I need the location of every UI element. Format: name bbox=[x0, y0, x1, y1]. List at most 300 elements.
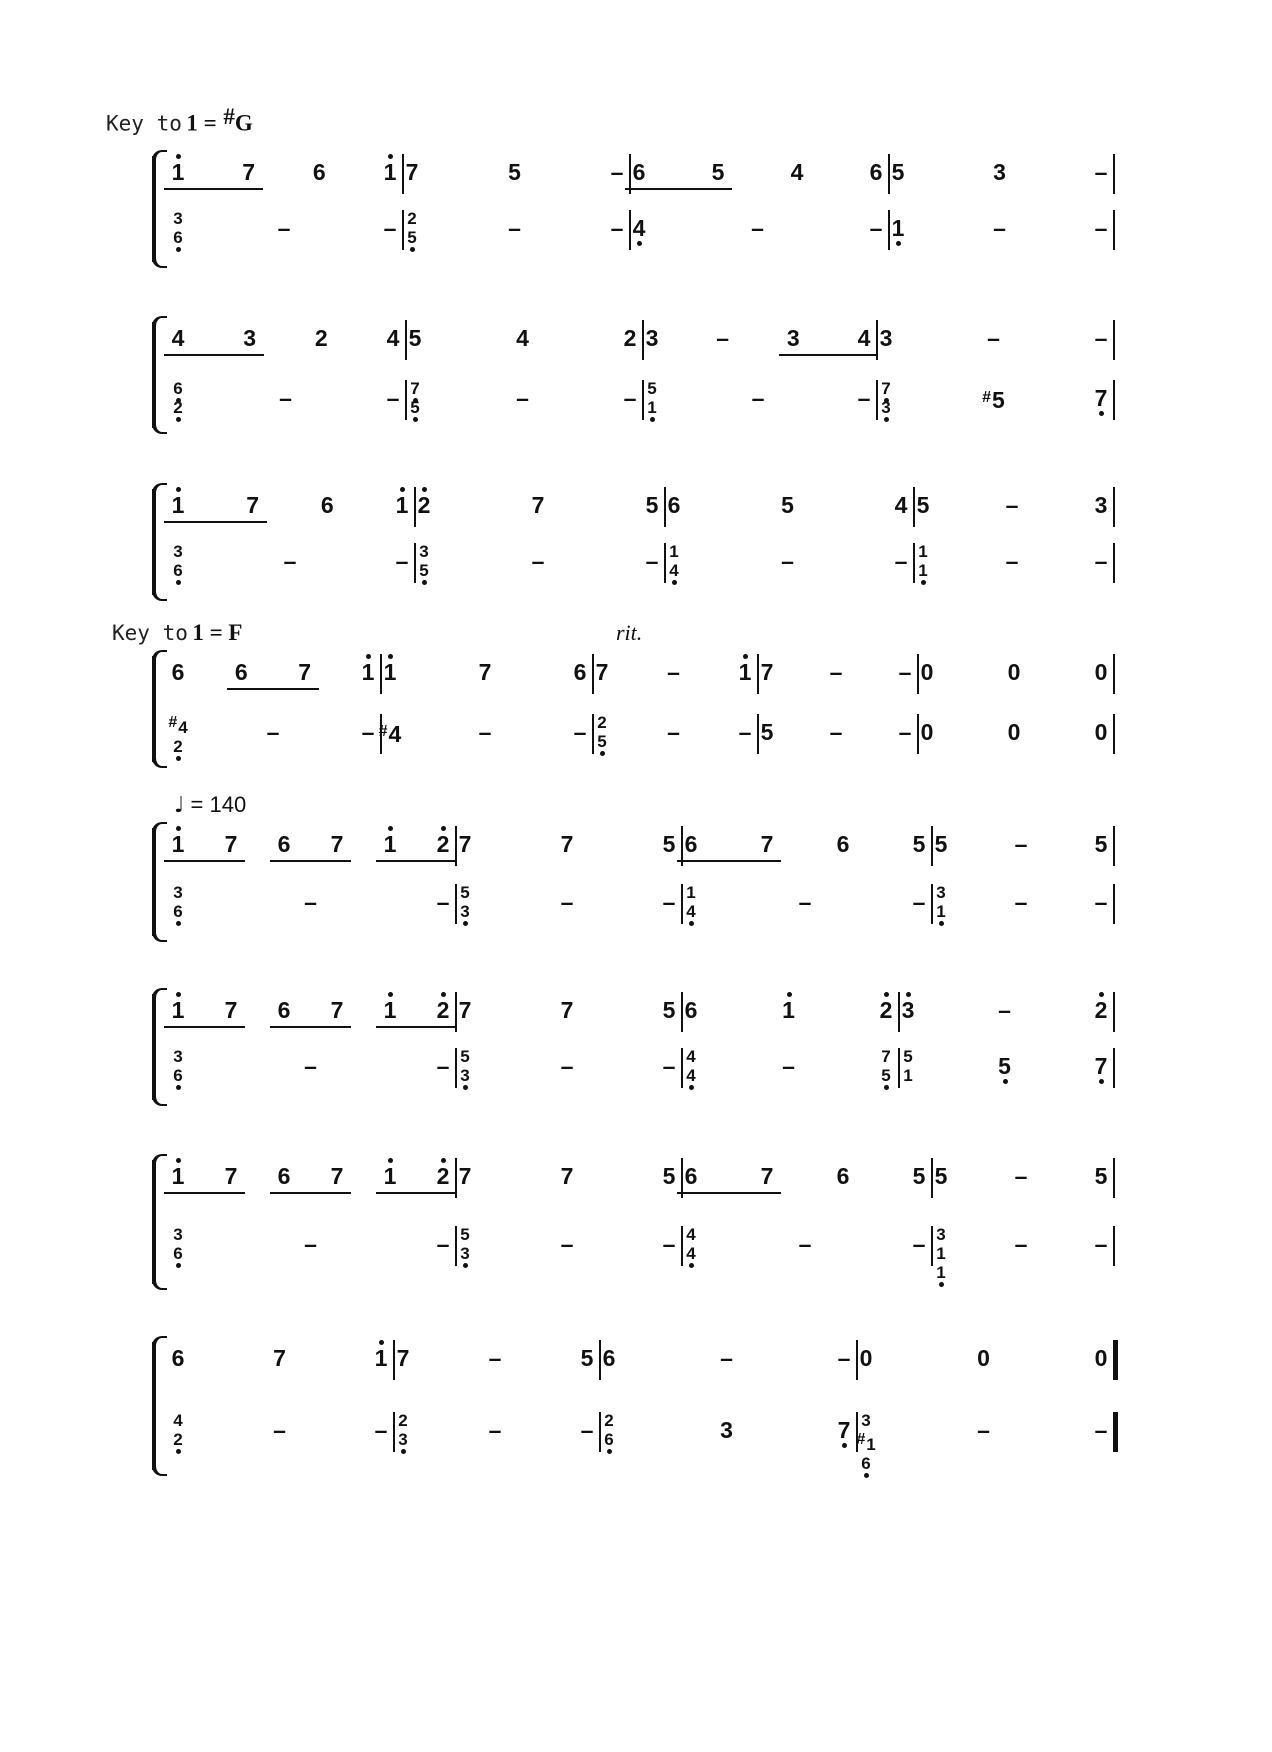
sustain-dash: – bbox=[751, 215, 764, 241]
beam-underline bbox=[164, 188, 263, 190]
chord-note bbox=[674, 1244, 708, 1263]
note bbox=[701, 159, 735, 185]
note-digit: 6 bbox=[171, 1345, 185, 1371]
melody-row bbox=[150, 652, 1135, 696]
note bbox=[585, 659, 619, 685]
note bbox=[506, 325, 540, 351]
chord-note bbox=[635, 398, 669, 417]
note-digit: 6 bbox=[277, 997, 291, 1023]
chord-note bbox=[849, 1430, 883, 1454]
note bbox=[550, 1231, 584, 1257]
note-digit: 7 bbox=[531, 492, 545, 518]
note bbox=[550, 889, 584, 915]
note bbox=[161, 325, 195, 351]
note-digit: 7 bbox=[881, 1047, 891, 1066]
note bbox=[550, 831, 584, 857]
note bbox=[468, 719, 502, 745]
note-digit: 1 bbox=[918, 561, 928, 580]
sustain-dash: – bbox=[912, 1231, 926, 1257]
bracket-bottom bbox=[152, 257, 167, 268]
note bbox=[788, 889, 822, 915]
note bbox=[983, 215, 1017, 241]
note-digit: 2 bbox=[173, 737, 183, 756]
chord-note bbox=[161, 561, 195, 580]
note bbox=[977, 325, 1011, 351]
sustain-dash: – bbox=[998, 997, 1011, 1023]
chord-note bbox=[161, 737, 195, 756]
note-digit: 5 bbox=[934, 1163, 948, 1189]
octave-down-dot bbox=[607, 1449, 612, 1454]
bracket-bottom bbox=[152, 1279, 167, 1290]
sustain-dash: – bbox=[374, 1417, 388, 1443]
note-digit: 7 bbox=[458, 1163, 472, 1189]
note bbox=[1084, 1417, 1118, 1443]
note-digit: 1 bbox=[383, 659, 397, 685]
chord-stack bbox=[585, 713, 619, 751]
bracket-bottom bbox=[152, 1465, 167, 1476]
note bbox=[780, 159, 814, 185]
watermark bbox=[1228, 1728, 1232, 1738]
note bbox=[320, 831, 354, 857]
note bbox=[269, 385, 303, 411]
note-digit: 3 bbox=[460, 1066, 470, 1085]
sustain-dash: – bbox=[898, 719, 912, 745]
sustain-dash: – bbox=[560, 1231, 574, 1257]
note-digit: 7 bbox=[396, 1345, 410, 1371]
chord-stack bbox=[407, 542, 441, 580]
chord-note bbox=[906, 542, 940, 561]
sustain-dash: – bbox=[488, 1345, 502, 1371]
note-digit: 7 bbox=[242, 159, 256, 185]
chord-note bbox=[161, 902, 195, 921]
note-digit: 7 bbox=[478, 659, 492, 685]
note-digit: 1 bbox=[171, 997, 185, 1023]
sustain-dash: – bbox=[751, 385, 765, 411]
octave-up-dot bbox=[743, 654, 748, 659]
note-digit: 6 bbox=[604, 1430, 614, 1449]
note-digit: 3 bbox=[1094, 492, 1108, 518]
note-digit: 7 bbox=[410, 379, 420, 398]
note-digit: 4 bbox=[686, 1225, 696, 1244]
octave-up-dot bbox=[422, 487, 427, 492]
octave-up-dot bbox=[388, 826, 393, 831]
chord-note bbox=[674, 883, 708, 902]
note-digit: 1 bbox=[171, 831, 185, 857]
note bbox=[310, 492, 344, 518]
key-value: 1 = bbox=[186, 110, 223, 136]
sustain-dash: – bbox=[898, 659, 912, 685]
note bbox=[1084, 492, 1118, 518]
chord-note bbox=[407, 542, 441, 561]
key-signature-f bbox=[112, 620, 242, 646]
note bbox=[214, 831, 248, 857]
note-digit: 5 bbox=[881, 1066, 891, 1085]
note-digit: 3 bbox=[645, 325, 659, 351]
note bbox=[997, 719, 1031, 745]
note-digit: 3 bbox=[993, 159, 1006, 185]
sharp-sign: # bbox=[856, 1431, 866, 1448]
chord-note bbox=[849, 1411, 883, 1430]
octave-down-dot bbox=[689, 1085, 694, 1090]
octave-up-dot bbox=[366, 654, 371, 659]
note-digit: 1 bbox=[383, 997, 397, 1023]
beam-underline bbox=[677, 1192, 781, 1194]
rest: 0 bbox=[1007, 659, 1021, 685]
note-digit: 6 bbox=[836, 1163, 850, 1189]
beam-underline bbox=[376, 1192, 457, 1194]
note bbox=[741, 385, 775, 411]
note-digit: 1 bbox=[686, 883, 696, 902]
octave-up-dot bbox=[400, 487, 405, 492]
note-digit: 5 bbox=[645, 492, 659, 518]
note bbox=[657, 492, 691, 518]
note bbox=[657, 659, 691, 685]
note-digit: 4 bbox=[894, 492, 908, 518]
chord-note bbox=[448, 1066, 482, 1085]
note bbox=[710, 1417, 744, 1443]
sustain-dash: – bbox=[720, 1345, 733, 1371]
note-digit: 3 bbox=[173, 1047, 183, 1066]
accompaniment-row bbox=[150, 882, 1135, 926]
note-digit: 7 bbox=[330, 1163, 344, 1189]
sustain-dash: – bbox=[738, 719, 752, 745]
sharp-sign: # bbox=[168, 714, 178, 731]
sustain-dash: – bbox=[1094, 325, 1108, 351]
note-digit: 6 bbox=[173, 902, 183, 921]
note bbox=[710, 1345, 744, 1371]
note-digit: 1 bbox=[171, 492, 185, 518]
octave-down-dot bbox=[463, 1263, 468, 1268]
chord-stack bbox=[395, 209, 429, 247]
note bbox=[1084, 1053, 1118, 1079]
melody-row bbox=[150, 824, 1135, 868]
octave-up-dot bbox=[176, 826, 181, 831]
note bbox=[320, 1163, 354, 1189]
note bbox=[771, 492, 805, 518]
note-digit: 7 bbox=[246, 492, 260, 518]
rest: 0 bbox=[1094, 719, 1108, 745]
note-digit: 1 bbox=[936, 902, 946, 921]
chord-stack bbox=[674, 883, 708, 921]
beam-underline bbox=[164, 521, 267, 523]
beam-underline bbox=[376, 1026, 457, 1028]
note-digit: 2 bbox=[314, 325, 328, 351]
note-digit: 2 bbox=[1094, 997, 1108, 1023]
sustain-dash: – bbox=[662, 889, 676, 915]
note-digit: 7 bbox=[224, 1163, 238, 1189]
sustain-dash: – bbox=[1094, 1417, 1108, 1443]
sustain-dash: – bbox=[436, 889, 450, 915]
chord-stack bbox=[674, 1225, 708, 1263]
note-digit: 3 bbox=[173, 209, 183, 228]
note-digit: 2 bbox=[173, 398, 183, 417]
chord-stack bbox=[161, 713, 195, 756]
note bbox=[161, 1163, 195, 1189]
note-digit: 5 bbox=[508, 159, 521, 185]
sustain-dash: – bbox=[560, 1053, 574, 1079]
octave-up-dot bbox=[441, 992, 446, 997]
note bbox=[1084, 325, 1118, 351]
chord-note bbox=[161, 713, 195, 737]
note-digit: 1 bbox=[383, 159, 397, 185]
note-digit: 2 bbox=[597, 713, 607, 732]
chord-stack bbox=[906, 542, 940, 580]
melody-row bbox=[150, 152, 1135, 196]
chord-note bbox=[585, 732, 619, 751]
note-digit: 5 bbox=[912, 1163, 926, 1189]
chord-note bbox=[891, 1066, 925, 1085]
note-digit: 6 bbox=[277, 1163, 291, 1189]
chord-note bbox=[674, 1066, 708, 1085]
note-digit: 7 bbox=[760, 1163, 774, 1189]
octave-down-dot bbox=[176, 417, 181, 422]
note-digit: 7 bbox=[760, 831, 774, 857]
note bbox=[373, 659, 407, 685]
note-digit: 3 bbox=[243, 325, 257, 351]
note-digit: 3 bbox=[398, 1430, 408, 1449]
bracket-bottom bbox=[152, 590, 167, 601]
note bbox=[1084, 1163, 1118, 1189]
chord-note bbox=[635, 379, 669, 398]
chord-stack bbox=[849, 1411, 883, 1473]
note bbox=[826, 1163, 860, 1189]
chord-note bbox=[161, 209, 195, 228]
note-digit: 6 bbox=[173, 1244, 183, 1263]
note-digit: 6 bbox=[667, 492, 681, 518]
octave-down-dot bbox=[413, 417, 418, 422]
note bbox=[232, 159, 266, 185]
sustain-dash: – bbox=[829, 719, 843, 745]
sustain-dash: – bbox=[623, 385, 637, 411]
melody-row bbox=[150, 1338, 1135, 1382]
sustain-dash: – bbox=[667, 659, 680, 685]
note bbox=[674, 1163, 708, 1189]
chord-stack bbox=[161, 883, 195, 921]
note-digit: 4 bbox=[173, 1411, 183, 1430]
octave-down-dot bbox=[1099, 1079, 1104, 1084]
note-digit: 6 bbox=[312, 159, 326, 185]
octave-down-dot bbox=[463, 1085, 468, 1090]
note-digit: 7 bbox=[560, 997, 574, 1023]
sustain-dash: – bbox=[516, 385, 529, 411]
note-digit: 1 bbox=[383, 831, 397, 857]
note-digit: 1 bbox=[669, 542, 679, 561]
note bbox=[506, 385, 540, 411]
note bbox=[161, 1345, 195, 1371]
note-digit: 5 bbox=[407, 228, 417, 247]
sustain-dash: – bbox=[361, 719, 375, 745]
note bbox=[1004, 889, 1038, 915]
sustain-dash: – bbox=[1014, 1163, 1028, 1189]
note bbox=[373, 997, 407, 1023]
note bbox=[657, 719, 691, 745]
note bbox=[233, 325, 267, 351]
note bbox=[869, 325, 903, 351]
note bbox=[750, 1163, 784, 1189]
sustain-dash: – bbox=[531, 548, 545, 574]
chord-note bbox=[448, 883, 482, 902]
note-digit: 5 bbox=[934, 831, 948, 857]
sustain-dash: – bbox=[304, 1231, 317, 1257]
note bbox=[468, 659, 502, 685]
rest: 0 bbox=[1094, 1345, 1108, 1371]
chord-note bbox=[869, 379, 903, 398]
note bbox=[674, 997, 708, 1023]
note-digit: 3 bbox=[419, 542, 429, 561]
note-digit: 5 bbox=[781, 492, 794, 518]
note bbox=[881, 215, 915, 241]
bracket-bottom bbox=[152, 1095, 167, 1106]
sustain-dash: – bbox=[1005, 492, 1019, 518]
note-digit: 4 bbox=[171, 325, 185, 351]
note bbox=[448, 831, 482, 857]
octave-down-dot bbox=[689, 921, 694, 926]
chord-stack bbox=[161, 1047, 195, 1085]
note-digit: 2 bbox=[436, 997, 450, 1023]
bracket-bottom bbox=[152, 423, 167, 434]
octave-up-dot bbox=[1099, 992, 1104, 997]
sustain-dash: – bbox=[610, 159, 624, 185]
note-digit: 1 bbox=[936, 1244, 946, 1263]
note-digit: 6 bbox=[171, 659, 185, 685]
note-digit: 7 bbox=[224, 997, 238, 1023]
note bbox=[1004, 1163, 1038, 1189]
sustain-dash: – bbox=[277, 215, 291, 241]
note-digit: 3 bbox=[881, 398, 891, 417]
note-digit: 1 bbox=[738, 659, 752, 685]
note bbox=[478, 1417, 512, 1443]
tempo-value: = 140 bbox=[190, 792, 247, 817]
sustain-dash: – bbox=[279, 385, 292, 411]
tempo-marking bbox=[174, 792, 246, 818]
sustain-dash: – bbox=[912, 889, 926, 915]
octave-up-dot bbox=[388, 154, 393, 159]
beam-underline bbox=[270, 1192, 351, 1194]
note-digit: 4 bbox=[386, 325, 400, 351]
note-digit: 6 bbox=[869, 159, 883, 185]
chord-note bbox=[448, 1225, 482, 1244]
note-digit: 5 bbox=[711, 159, 725, 185]
note-digit: 2 bbox=[436, 1163, 450, 1189]
sustain-dash: – bbox=[798, 1231, 812, 1257]
note-digit: 7 bbox=[760, 659, 774, 685]
note bbox=[706, 325, 740, 351]
sustain-dash: – bbox=[829, 659, 843, 685]
note-digit: 5 bbox=[662, 997, 676, 1023]
sustain-dash: – bbox=[395, 548, 409, 574]
sustain-dash: – bbox=[662, 1231, 676, 1257]
note-digit: 2 bbox=[173, 1430, 183, 1449]
note-digit: 6 bbox=[277, 831, 291, 857]
note-digit: 7 bbox=[1094, 385, 1108, 411]
note-digit: 7 bbox=[330, 997, 344, 1023]
note-digit: 1 bbox=[395, 492, 409, 518]
rest: 0 bbox=[977, 1345, 990, 1371]
melody-row bbox=[150, 485, 1135, 529]
chord-note bbox=[161, 1047, 195, 1066]
note-digit: 5 bbox=[662, 831, 676, 857]
note bbox=[1084, 719, 1118, 745]
chord-stack bbox=[448, 883, 482, 921]
sustain-dash: – bbox=[273, 1417, 286, 1443]
note-digit: 4 bbox=[686, 1047, 696, 1066]
note bbox=[977, 385, 1011, 413]
note bbox=[267, 1163, 301, 1189]
sustain-dash: – bbox=[1094, 1231, 1108, 1257]
sustain-dash: – bbox=[386, 385, 400, 411]
note bbox=[910, 659, 944, 685]
note-digit: 4 bbox=[686, 1244, 696, 1263]
note-digit: 1 bbox=[361, 659, 375, 685]
sustain-dash: – bbox=[436, 1231, 450, 1257]
note-digit: 4 bbox=[686, 902, 696, 921]
sustain-dash: – bbox=[266, 719, 280, 745]
sustain-dash: – bbox=[283, 548, 297, 574]
note bbox=[1084, 1345, 1118, 1371]
note bbox=[1084, 659, 1118, 685]
octave-up-dot bbox=[787, 992, 792, 997]
note-digit: 4 bbox=[857, 325, 871, 351]
chord-note bbox=[386, 1411, 420, 1430]
beam-underline bbox=[164, 860, 245, 862]
note-digit: 4 bbox=[790, 159, 804, 185]
chord-note bbox=[585, 713, 619, 732]
note-digit: 5 bbox=[1094, 1163, 1108, 1189]
note bbox=[161, 831, 195, 857]
note bbox=[997, 659, 1031, 685]
octave-down-dot bbox=[401, 1449, 406, 1454]
sustain-dash: – bbox=[560, 889, 574, 915]
note bbox=[550, 997, 584, 1023]
note-digit: 6 bbox=[173, 228, 183, 247]
melody-row bbox=[150, 318, 1135, 362]
octave-up-dot bbox=[176, 154, 181, 159]
sustain-dash: – bbox=[488, 1417, 502, 1443]
note bbox=[288, 659, 322, 685]
octave-down-dot bbox=[463, 921, 468, 926]
note bbox=[267, 831, 301, 857]
note bbox=[924, 831, 958, 857]
sustain-dash: – bbox=[1094, 159, 1108, 185]
staff-system bbox=[150, 483, 1135, 601]
sharp-sign: # bbox=[378, 723, 388, 740]
octave-down-dot bbox=[672, 580, 677, 585]
note bbox=[771, 548, 805, 574]
chord-note bbox=[674, 902, 708, 921]
note bbox=[1084, 385, 1118, 411]
note bbox=[592, 1345, 626, 1371]
note-digit: 3 bbox=[173, 1225, 183, 1244]
note-digit: 7 bbox=[560, 1163, 574, 1189]
chord-note bbox=[161, 1411, 195, 1430]
note-digit: 4 bbox=[686, 1066, 696, 1085]
beam-underline bbox=[164, 1026, 245, 1028]
chord-note bbox=[161, 883, 195, 902]
chord-note bbox=[891, 1047, 925, 1066]
note-digit: 1 bbox=[171, 1163, 185, 1189]
sharp-sign: # bbox=[223, 104, 235, 129]
chord-note bbox=[398, 398, 432, 417]
note bbox=[1084, 831, 1118, 857]
sustain-dash: – bbox=[610, 215, 624, 241]
chord-stack bbox=[161, 209, 195, 247]
chord-note bbox=[161, 1066, 195, 1085]
sustain-dash: – bbox=[1014, 1231, 1028, 1257]
chord-note bbox=[395, 228, 429, 247]
sustain-dash: – bbox=[645, 548, 659, 574]
note bbox=[161, 159, 195, 185]
note-digit: 6 bbox=[632, 159, 646, 185]
